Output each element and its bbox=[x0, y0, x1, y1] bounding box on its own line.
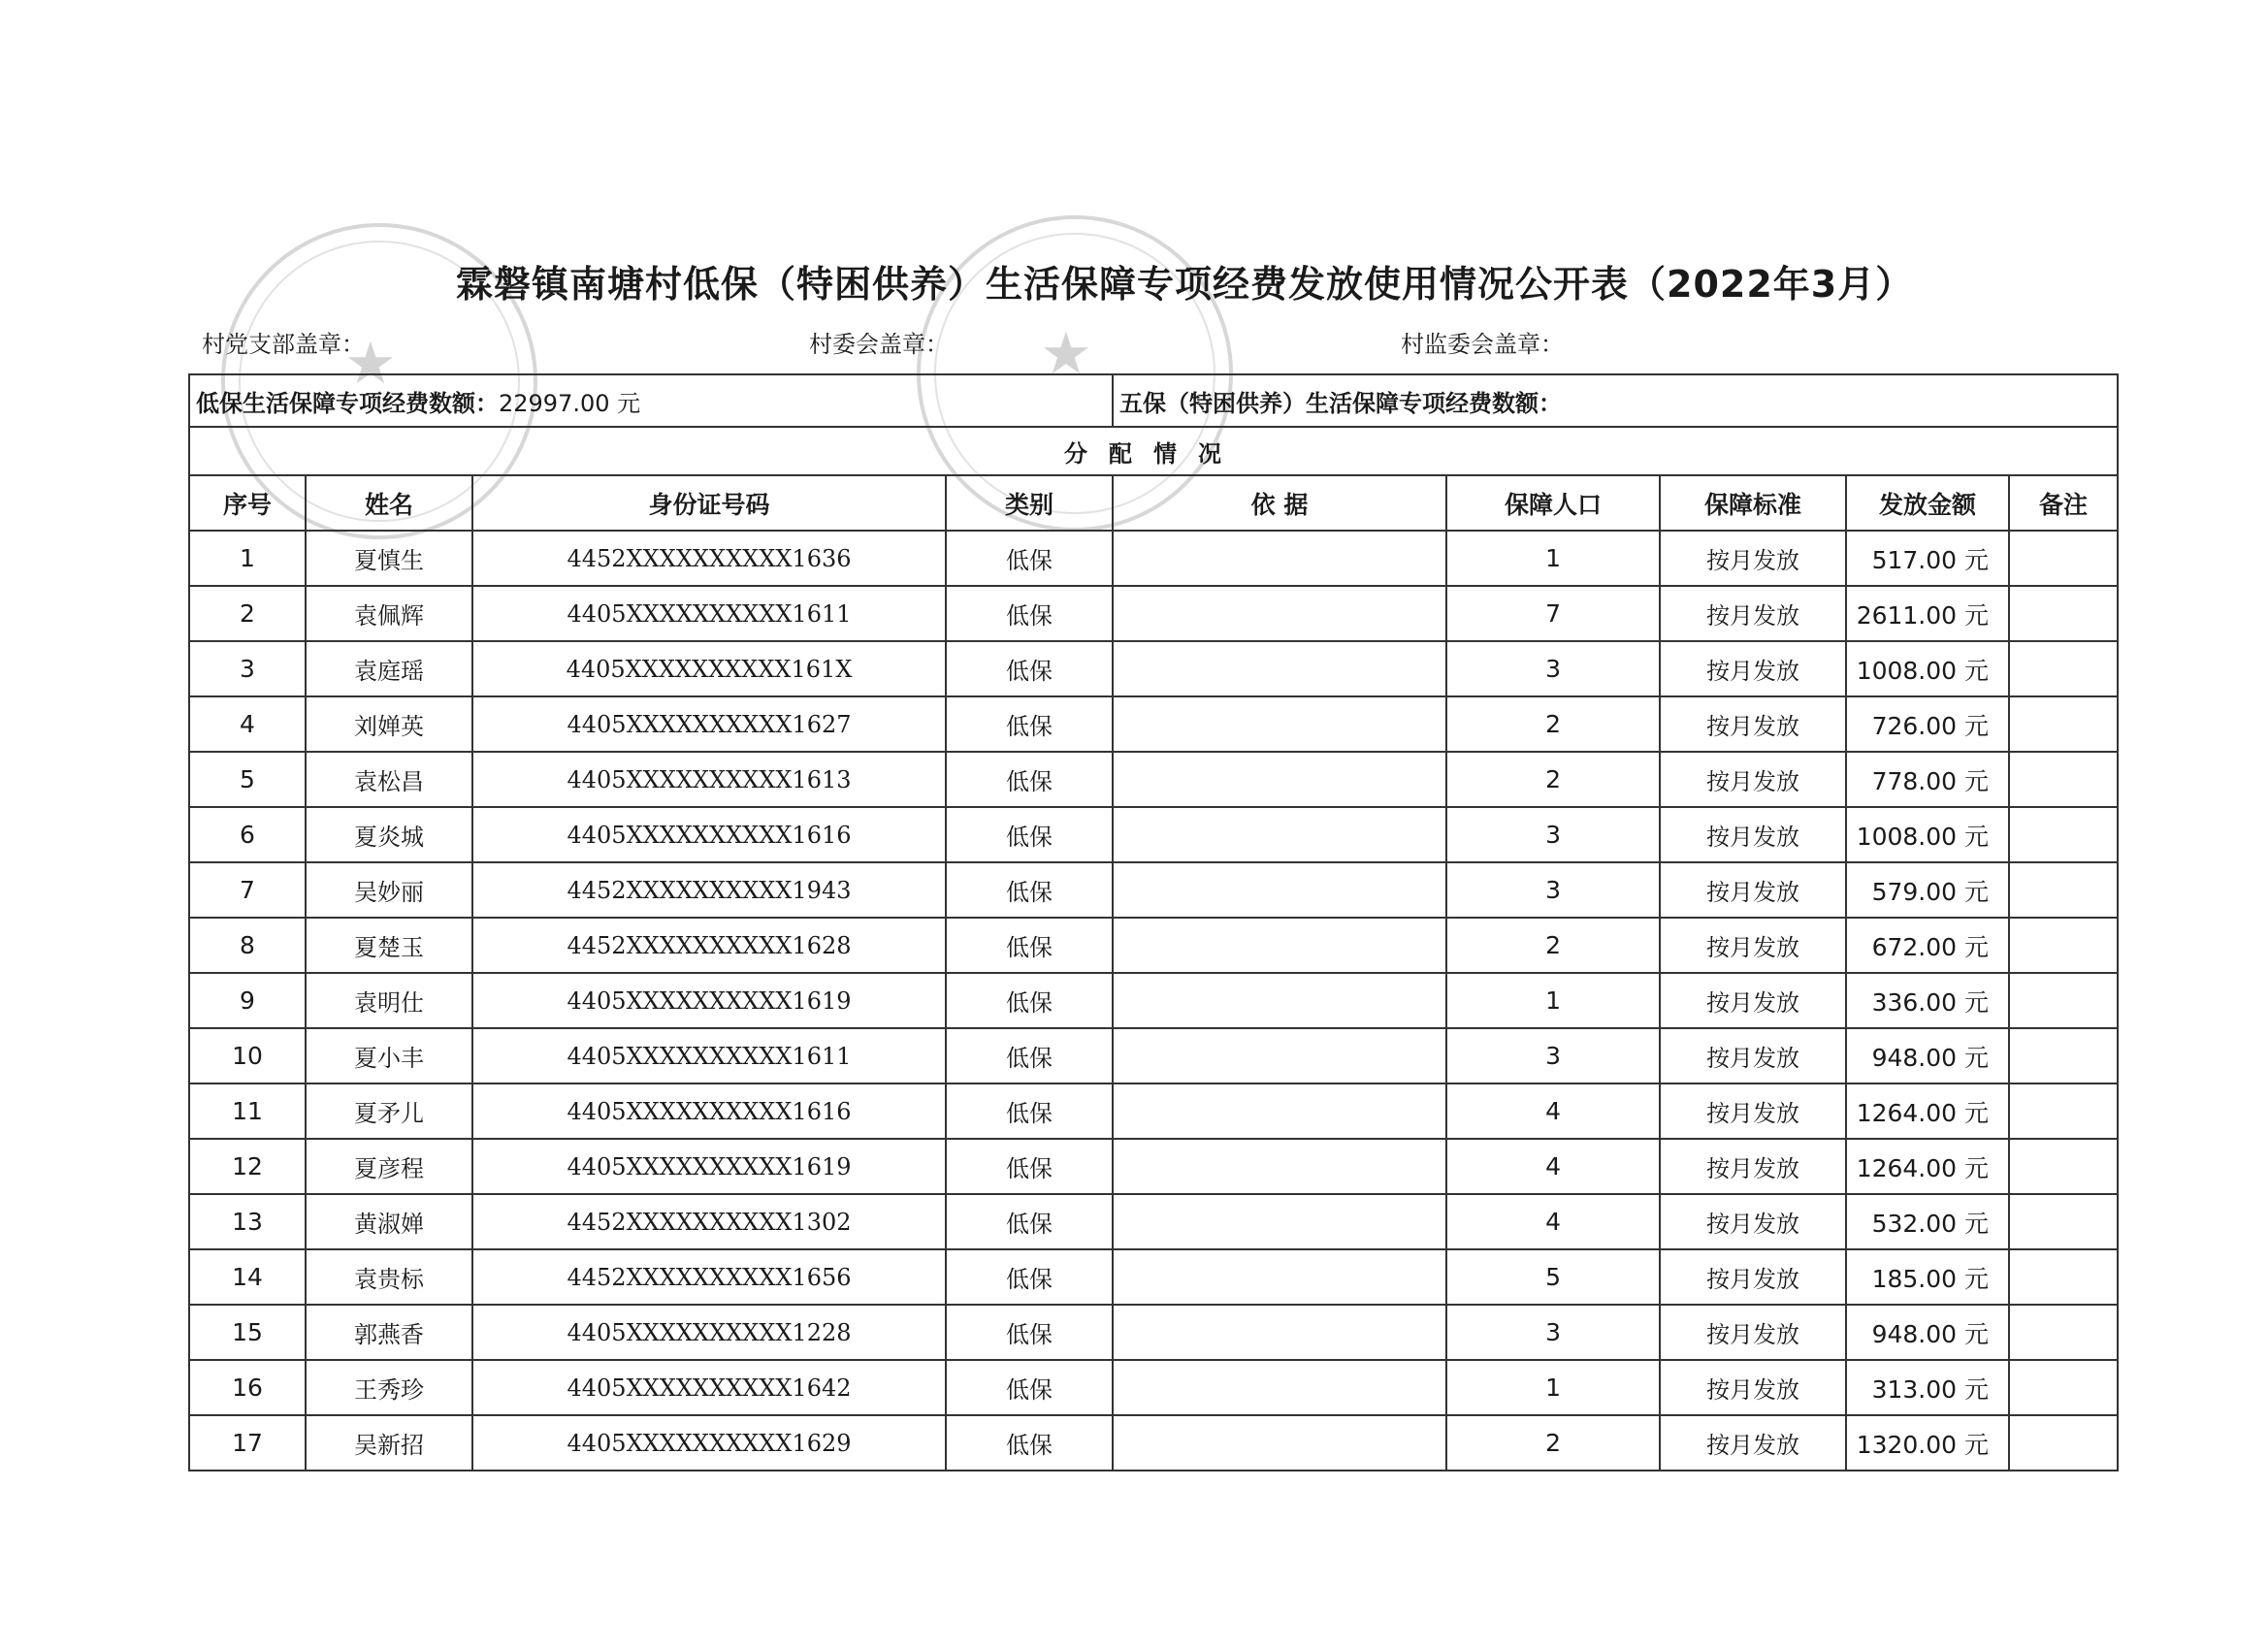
cell-note bbox=[2009, 586, 2118, 641]
cell-amount: 313.00 元 bbox=[1846, 1360, 2009, 1415]
cell-population: 2 bbox=[1446, 1415, 1660, 1471]
cell-name: 夏楚玉 bbox=[306, 918, 472, 973]
cell-note bbox=[2009, 531, 2118, 586]
table-row bbox=[189, 973, 2118, 1028]
cell-basis bbox=[1113, 641, 1446, 696]
table-row bbox=[189, 1249, 2118, 1305]
col-header-note: 备注 bbox=[2009, 475, 2118, 531]
cell-population: 7 bbox=[1446, 586, 1660, 641]
cell-basis bbox=[1113, 586, 1446, 641]
col-header-population: 保障人口 bbox=[1446, 475, 1660, 531]
cell-population: 4 bbox=[1446, 1139, 1660, 1194]
table-row bbox=[189, 586, 2118, 641]
table-row bbox=[189, 918, 2118, 973]
cell-basis bbox=[1113, 973, 1446, 1028]
cell-note bbox=[2009, 1139, 2118, 1194]
cell-basis bbox=[1113, 752, 1446, 807]
table-row bbox=[189, 752, 2118, 807]
cell-basis bbox=[1113, 918, 1446, 973]
cell-id-number: 4405XXXXXXXXXX1228 bbox=[472, 1305, 946, 1360]
cell-amount: 948.00 元 bbox=[1846, 1305, 2009, 1360]
cell-basis bbox=[1113, 1249, 1446, 1305]
table-row bbox=[189, 1415, 2118, 1471]
cell-basis bbox=[1113, 807, 1446, 862]
cell-note bbox=[2009, 641, 2118, 696]
cell-id-number: 4405XXXXXXXXXX1619 bbox=[472, 1139, 946, 1194]
party-branch-seal-label: 村党支部盖章： bbox=[202, 331, 365, 358]
cell-name: 刘婵英 bbox=[306, 696, 472, 752]
cell-id-number: 4405XXXXXXXXXX1613 bbox=[472, 752, 946, 807]
section-row bbox=[189, 427, 2118, 475]
cell-name: 吴新招 bbox=[306, 1415, 472, 1471]
cell-type: 低保 bbox=[946, 586, 1113, 641]
cell-id-number: 4452XXXXXXXXXX1636 bbox=[472, 531, 946, 586]
cell-name: 夏慎生 bbox=[306, 531, 472, 586]
cell-name: 夏矛儿 bbox=[306, 1083, 472, 1139]
cell-amount: 532.00 元 bbox=[1846, 1194, 2009, 1249]
cell-note bbox=[2009, 862, 2118, 918]
cell-note bbox=[2009, 1028, 2118, 1083]
cell-note bbox=[2009, 696, 2118, 752]
col-header-amount: 发放金额 bbox=[1846, 475, 2009, 531]
cell-id-number: 4452XXXXXXXXXX1943 bbox=[472, 862, 946, 918]
col-header-no: 序号 bbox=[189, 475, 306, 531]
col-header-type: 类别 bbox=[946, 475, 1113, 531]
cell-standard: 按月发放 bbox=[1660, 696, 1846, 752]
cell-population: 4 bbox=[1446, 1083, 1660, 1139]
fund-row bbox=[189, 374, 2118, 427]
disbursement-table bbox=[188, 373, 2119, 1471]
cell-population: 4 bbox=[1446, 1194, 1660, 1249]
cell-note bbox=[2009, 752, 2118, 807]
cell-id-number: 4405XXXXXXXXXX1611 bbox=[472, 1028, 946, 1083]
cell-standard: 按月发放 bbox=[1660, 1305, 1846, 1360]
col-header-name: 姓名 bbox=[306, 475, 472, 531]
cell-name: 袁庭瑶 bbox=[306, 641, 472, 696]
cell-type: 低保 bbox=[946, 1360, 1113, 1415]
cell-amount: 185.00 元 bbox=[1846, 1249, 2009, 1305]
cell-standard: 按月发放 bbox=[1660, 1194, 1846, 1249]
cell-amount: 517.00 元 bbox=[1846, 531, 2009, 586]
cell-id-number: 4452XXXXXXXXXX1302 bbox=[472, 1194, 946, 1249]
cell-name: 夏小丰 bbox=[306, 1028, 472, 1083]
cell-amount: 778.00 元 bbox=[1846, 752, 2009, 807]
cell-no: 14 bbox=[189, 1249, 306, 1305]
cell-type: 低保 bbox=[946, 1083, 1113, 1139]
cell-standard: 按月发放 bbox=[1660, 973, 1846, 1028]
cell-note bbox=[2009, 1360, 2118, 1415]
cell-basis bbox=[1113, 1139, 1446, 1194]
cell-name: 黄淑婵 bbox=[306, 1194, 472, 1249]
cell-amount: 1264.00 元 bbox=[1846, 1083, 2009, 1139]
cell-basis bbox=[1113, 862, 1446, 918]
seal-star-icon: ★ bbox=[1040, 320, 1092, 388]
cell-type: 低保 bbox=[946, 973, 1113, 1028]
wubao-fund-cell bbox=[1113, 374, 2118, 427]
cell-note bbox=[2009, 918, 2118, 973]
seal-labels bbox=[202, 325, 1948, 364]
cell-no: 1 bbox=[189, 531, 306, 586]
table-row bbox=[189, 696, 2118, 752]
cell-id-number: 4405XXXXXXXXXX1619 bbox=[472, 973, 946, 1028]
cell-id-number: 4405XXXXXXXXXX1642 bbox=[472, 1360, 946, 1415]
cell-no: 6 bbox=[189, 807, 306, 862]
cell-id-number: 4452XXXXXXXXXX1656 bbox=[472, 1249, 946, 1305]
cell-amount: 1264.00 元 bbox=[1846, 1139, 2009, 1194]
cell-name: 袁明仕 bbox=[306, 973, 472, 1028]
cell-amount: 336.00 元 bbox=[1846, 973, 2009, 1028]
cell-type: 低保 bbox=[946, 1139, 1113, 1194]
cell-note bbox=[2009, 1415, 2118, 1471]
cell-standard: 按月发放 bbox=[1660, 1028, 1846, 1083]
cell-name: 夏彦程 bbox=[306, 1139, 472, 1194]
cell-id-number: 4405XXXXXXXXXX1629 bbox=[472, 1415, 946, 1471]
table-row bbox=[189, 1305, 2118, 1360]
cell-population: 3 bbox=[1446, 807, 1660, 862]
cell-standard: 按月发放 bbox=[1660, 1139, 1846, 1194]
cell-population: 3 bbox=[1446, 862, 1660, 918]
cell-population: 2 bbox=[1446, 696, 1660, 752]
cell-standard: 按月发放 bbox=[1660, 1249, 1846, 1305]
cell-id-number: 4405XXXXXXXXXX1616 bbox=[472, 1083, 946, 1139]
cell-standard: 按月发放 bbox=[1660, 918, 1846, 973]
cell-amount: 672.00 元 bbox=[1846, 918, 2009, 973]
cell-type: 低保 bbox=[946, 807, 1113, 862]
cell-basis bbox=[1113, 1415, 1446, 1471]
table-row bbox=[189, 531, 2118, 586]
cell-no: 3 bbox=[189, 641, 306, 696]
cell-basis bbox=[1113, 1305, 1446, 1360]
cell-basis bbox=[1113, 1028, 1446, 1083]
cell-population: 5 bbox=[1446, 1249, 1660, 1305]
cell-population: 1 bbox=[1446, 1360, 1660, 1415]
cell-amount: 948.00 元 bbox=[1846, 1028, 2009, 1083]
cell-name: 王秀珍 bbox=[306, 1360, 472, 1415]
cell-population: 2 bbox=[1446, 918, 1660, 973]
dibao-fund-value: 22997.00 元 bbox=[499, 389, 641, 417]
cell-note bbox=[2009, 973, 2118, 1028]
village-committee-seal-label: 村委会盖章： bbox=[809, 331, 949, 358]
cell-population: 1 bbox=[1446, 531, 1660, 586]
cell-type: 低保 bbox=[946, 1249, 1113, 1305]
cell-type: 低保 bbox=[946, 1415, 1113, 1471]
cell-type: 低保 bbox=[946, 862, 1113, 918]
cell-note bbox=[2009, 1305, 2118, 1360]
cell-standard: 按月发放 bbox=[1660, 862, 1846, 918]
cell-note bbox=[2009, 1194, 2118, 1249]
cell-standard: 按月发放 bbox=[1660, 586, 1846, 641]
col-header-id: 身份证号码 bbox=[472, 475, 946, 531]
cell-name: 吴妙丽 bbox=[306, 862, 472, 918]
cell-no: 12 bbox=[189, 1139, 306, 1194]
section-title: 分配情况 bbox=[189, 427, 2118, 475]
cell-type: 低保 bbox=[946, 752, 1113, 807]
dibao-fund-cell bbox=[189, 374, 1113, 427]
cell-type: 低保 bbox=[946, 696, 1113, 752]
cell-type: 低保 bbox=[946, 1305, 1113, 1360]
cell-name: 袁贵标 bbox=[306, 1249, 472, 1305]
cell-no: 15 bbox=[189, 1305, 306, 1360]
col-header-standard: 保障标准 bbox=[1660, 475, 1846, 531]
cell-amount: 579.00 元 bbox=[1846, 862, 2009, 918]
table-row bbox=[189, 1028, 2118, 1083]
cell-amount: 1008.00 元 bbox=[1846, 641, 2009, 696]
cell-name: 夏炎城 bbox=[306, 807, 472, 862]
table-row bbox=[189, 641, 2118, 696]
cell-population: 3 bbox=[1446, 1028, 1660, 1083]
cell-id-number: 4405XXXXXXXXXX1611 bbox=[472, 586, 946, 641]
cell-amount: 1320.00 元 bbox=[1846, 1415, 2009, 1471]
cell-note bbox=[2009, 807, 2118, 862]
cell-no: 4 bbox=[189, 696, 306, 752]
cell-basis bbox=[1113, 1360, 1446, 1415]
cell-amount: 726.00 元 bbox=[1846, 696, 2009, 752]
cell-note bbox=[2009, 1249, 2118, 1305]
seal-star-icon: ★ bbox=[344, 330, 397, 398]
cell-standard: 按月发放 bbox=[1660, 752, 1846, 807]
cell-amount: 2611.00 元 bbox=[1846, 586, 2009, 641]
cell-type: 低保 bbox=[946, 918, 1113, 973]
cell-standard: 按月发放 bbox=[1660, 1083, 1846, 1139]
cell-population: 3 bbox=[1446, 641, 1660, 696]
table-row bbox=[189, 862, 2118, 918]
table-row bbox=[189, 1139, 2118, 1194]
cell-no: 11 bbox=[189, 1083, 306, 1139]
table-row bbox=[189, 1083, 2118, 1139]
cell-type: 低保 bbox=[946, 1194, 1113, 1249]
header-row bbox=[189, 475, 2118, 531]
cell-name: 袁松昌 bbox=[306, 752, 472, 807]
cell-type: 低保 bbox=[946, 531, 1113, 586]
page-title: 霖磐镇南塘村低保（特困供养）生活保障专项经费发放使用情况公开表（2022年3月） bbox=[456, 263, 1914, 306]
cell-no: 8 bbox=[189, 918, 306, 973]
dibao-fund-label: 低保生活保障专项经费数额： bbox=[196, 389, 499, 417]
cell-note bbox=[2009, 1083, 2118, 1139]
wubao-fund-label: 五保（特困供养）生活保障专项经费数额： bbox=[1119, 389, 1563, 417]
cell-type: 低保 bbox=[946, 641, 1113, 696]
cell-no: 7 bbox=[189, 862, 306, 918]
cell-standard: 按月发放 bbox=[1660, 1360, 1846, 1415]
cell-no: 10 bbox=[189, 1028, 306, 1083]
cell-id-number: 4405XXXXXXXXXX1616 bbox=[472, 807, 946, 862]
supervision-committee-seal-label: 村监委会盖章： bbox=[1401, 331, 1564, 358]
cell-no: 9 bbox=[189, 973, 306, 1028]
table-row bbox=[189, 1194, 2118, 1249]
cell-basis bbox=[1113, 1083, 1446, 1139]
cell-name: 袁佩辉 bbox=[306, 586, 472, 641]
cell-type: 低保 bbox=[946, 1028, 1113, 1083]
cell-population: 3 bbox=[1446, 1305, 1660, 1360]
cell-no: 17 bbox=[189, 1415, 306, 1471]
cell-standard: 按月发放 bbox=[1660, 641, 1846, 696]
cell-standard: 按月发放 bbox=[1660, 531, 1846, 586]
cell-no: 13 bbox=[189, 1194, 306, 1249]
cell-standard: 按月发放 bbox=[1660, 1415, 1846, 1471]
col-header-basis: 依 据 bbox=[1113, 475, 1446, 531]
cell-id-number: 4452XXXXXXXXXX1628 bbox=[472, 918, 946, 973]
cell-population: 1 bbox=[1446, 973, 1660, 1028]
cell-no: 2 bbox=[189, 586, 306, 641]
cell-id-number: 4405XXXXXXXXXX161X bbox=[472, 641, 946, 696]
cell-population: 2 bbox=[1446, 752, 1660, 807]
cell-basis bbox=[1113, 531, 1446, 586]
cell-no: 5 bbox=[189, 752, 306, 807]
cell-name: 郭燕香 bbox=[306, 1305, 472, 1360]
cell-standard: 按月发放 bbox=[1660, 807, 1846, 862]
cell-basis bbox=[1113, 1194, 1446, 1249]
cell-amount: 1008.00 元 bbox=[1846, 807, 2009, 862]
cell-basis bbox=[1113, 696, 1446, 752]
table-row bbox=[189, 807, 2118, 862]
table-row bbox=[189, 1360, 2118, 1415]
cell-no: 16 bbox=[189, 1360, 306, 1415]
cell-id-number: 4405XXXXXXXXXX1627 bbox=[472, 696, 946, 752]
